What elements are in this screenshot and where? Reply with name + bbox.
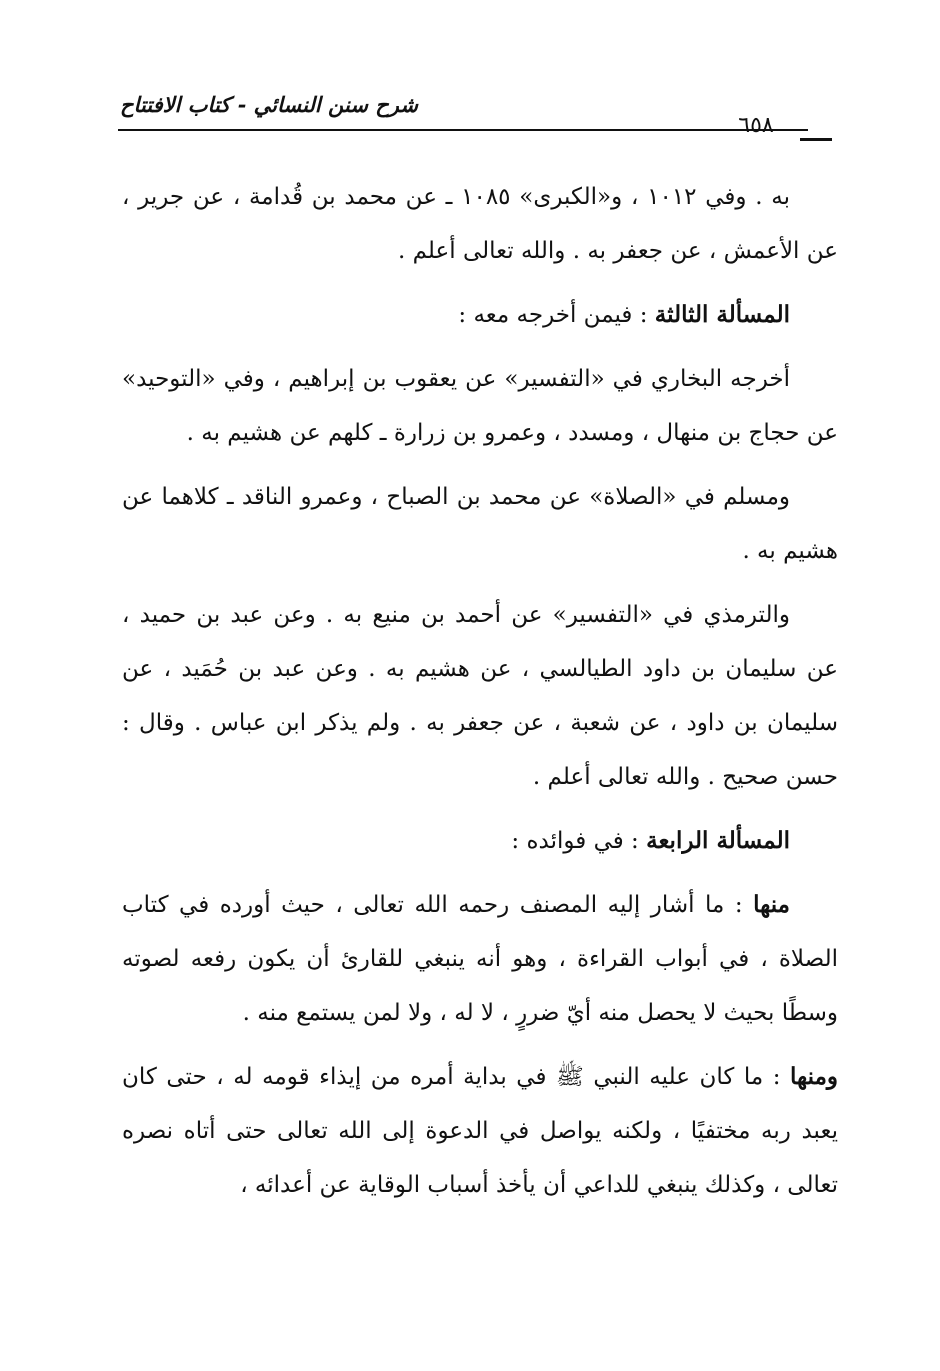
- paragraph-7: [122, 878, 838, 1040]
- benefit-lead: ومنها: [790, 1063, 838, 1090]
- paragraph-text: أخرجه البخاري في «التفسير» عن يعقوب بن إبراهيم ، وفي «التوحيد» عن حجاج بن منهال ، ومسدد ، وعمرو بن زرارة ـ كلهم عن هشيم به .: [122, 366, 838, 446]
- paragraph-text: : فيمن أخرجه معه :: [458, 302, 655, 328]
- paragraph-3: [122, 352, 838, 460]
- page-number-rule: [800, 138, 832, 141]
- paragraph-text: : ما كان عليه النبي ﷺ في بداية أمره من إيذاء قومه له ، حتى كان يعبد ربه مختفيًا ، ولكنه يواصل في الدعوة إلى الله تعالى حتى أتاه نصره تعالى ، وكذلك ينبغي للداعي أن يأخذ أسباب الوقاية عن أعدائه ،: [122, 1064, 838, 1198]
- paragraph-1: [122, 170, 838, 278]
- header-rule: [118, 129, 808, 131]
- paragraph-text: : في فوائده :: [511, 828, 647, 854]
- paragraph-text: به . وفي ١٠١٢ ، و«الكبرى» ١٠٨٥ ـ عن محمد بن قُدامة ، عن جرير ، عن الأعمش ، عن جعفر به . والله تعالى أعلم .: [122, 184, 838, 264]
- paragraph-text: والترمذي في «التفسير» عن أحمد بن منيع به . وعن عبد بن حميد ، عن سليمان بن داود الطيالسي ، عن هشيم به . وعن عبد بن حُمَيد ، عن سليمان بن داود ، عن شعبة ، عن جعفر به . ولم يذكر ابن عباس . وقال : حسن صحيح . والله تعالى أعلم .: [122, 602, 838, 790]
- body-text: [122, 170, 838, 1222]
- paragraph-text: : ما أشار إليه المصنف رحمه الله تعالى ، حيث أورده في كتاب الصلاة ، في أبواب القراءة ، وهو أنه ينبغي للقارئ أن يكون رفعه لصوته وسطًا بحيث لا يحصل منه أيّ ضررٍ ، لا له ، ولا لمن يستمع منه .: [122, 892, 839, 1026]
- section-heading-third: المسألة الثالثة: [654, 301, 790, 328]
- paragraph-2: [122, 288, 838, 342]
- section-heading-fourth: المسألة الرابعة: [646, 827, 790, 854]
- paragraph-5: [122, 588, 838, 804]
- paragraph-4: [122, 470, 838, 578]
- running-header-title: شرح سنن النسائي - كتاب الافتتاح: [120, 92, 418, 117]
- paragraph-text: ومسلم في «الصلاة» عن محمد بن الصباح ، وعمرو الناقد ـ كلاهما عن هشيم به .: [122, 484, 838, 564]
- page-number: ٦٥٨: [738, 113, 774, 138]
- paragraph-8: [122, 1050, 838, 1212]
- benefit-lead: منها: [753, 891, 790, 918]
- paragraph-6: [122, 814, 838, 868]
